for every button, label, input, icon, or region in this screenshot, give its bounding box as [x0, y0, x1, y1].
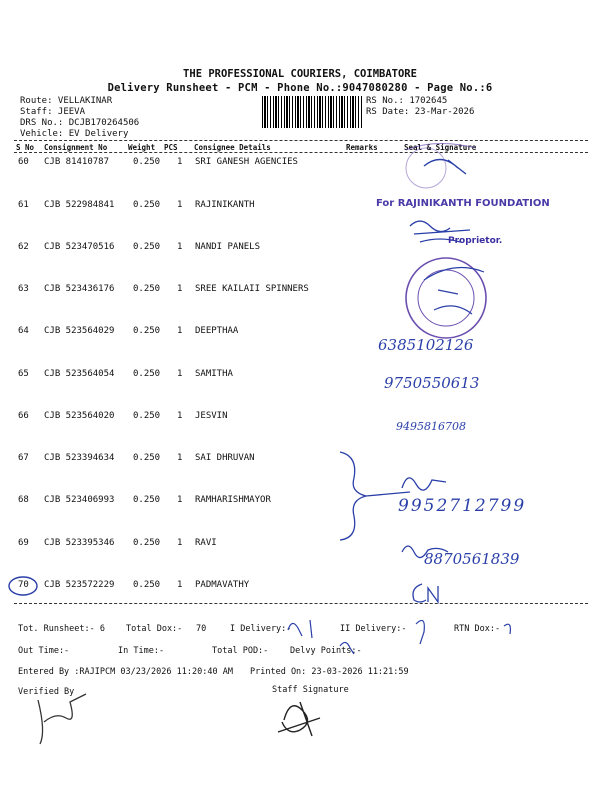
table-row — [0, 453, 600, 467]
totals-handwriting — [280, 610, 520, 660]
row-consignment: CJB 523394634 — [44, 453, 115, 463]
col-sno: S No — [16, 143, 35, 152]
col-consignee: Consignee Details — [194, 143, 271, 152]
row-weight: 0.250 — [133, 157, 161, 167]
row-sno: 60 — [18, 157, 29, 167]
row-consignment: CJB 523470516 — [44, 242, 115, 252]
row-sno: 66 — [18, 411, 29, 421]
row-consignee: SAI DHRUVAN — [195, 453, 255, 463]
staff-signature-label: Staff Signature — [272, 685, 349, 695]
vehicle-label: Vehicle: EV Delivery — [20, 129, 129, 139]
row-weight: 0.250 — [133, 200, 161, 210]
table-bottom-divider — [14, 603, 588, 604]
row-sno: 62 — [18, 242, 29, 252]
barcode — [262, 96, 362, 128]
foundation-stamp: For RAJINIKANTH FOUNDATION — [376, 198, 550, 209]
row-consignee: SAMITHA — [195, 369, 233, 379]
row-pcs: 1 — [177, 284, 183, 294]
row-weight: 0.250 — [133, 411, 161, 421]
verified-by-label: Verified By — [18, 687, 75, 697]
total-runsheet: Tot. Runsheet:- 6 — [18, 624, 105, 634]
row-consignee: RAMHARISHMAYOR — [195, 495, 271, 505]
phone-handwriting-65: 9750550613 — [384, 374, 480, 392]
row-consignment: CJB 523564020 — [44, 411, 115, 421]
row-consignment: CJB 523572229 — [44, 580, 115, 590]
row-consignment: CJB 523564029 — [44, 326, 115, 336]
row-pcs: 1 — [177, 369, 183, 379]
col-pcs: PCS — [164, 143, 178, 152]
total-pod: Total POD:- — [212, 646, 269, 656]
printed-on: Printed On: 23-03-2026 11:21:59 — [250, 667, 409, 677]
in-time: In Time:- — [118, 646, 165, 656]
row-pcs: 1 — [177, 157, 183, 167]
table-row — [0, 411, 600, 425]
i-delivery-label: I Delivery:- — [230, 624, 292, 634]
row-consignee: SRI GANESH AGENCIES — [195, 157, 298, 167]
col-seal: Seal & Signature — [404, 143, 477, 152]
row-weight: 0.250 — [133, 453, 161, 463]
row-pcs: 1 — [177, 242, 183, 252]
rtn-dox-label: RTN Dox:- — [454, 624, 501, 634]
col-remarks: Remarks — [346, 143, 378, 152]
rs-number: RS No.: 1702645 — [366, 96, 448, 106]
row-pcs: 1 — [177, 411, 183, 421]
phone-handwriting-68: 9952712799 — [398, 496, 527, 516]
row-consignee: PADMAVATHY — [195, 580, 250, 590]
total-dox-label: Total Dox:- — [126, 624, 183, 634]
row-consignment: CJB 523436176 — [44, 284, 115, 294]
cn-mark — [406, 578, 446, 608]
staff-signature — [270, 692, 330, 742]
phone-handwriting-64: 6385102126 — [378, 336, 474, 354]
verified-signature — [26, 692, 96, 752]
row-consignee: DEEPTHAA — [195, 326, 239, 336]
row-consignment: CJB 522984841 — [44, 200, 115, 210]
phone-handwriting-70: 8870561839 — [424, 550, 520, 568]
row-pcs: 1 — [177, 200, 183, 210]
row-consignee: RAVI — [195, 538, 217, 548]
row-weight: 0.250 — [133, 284, 161, 294]
row-sno: 70 — [18, 580, 29, 590]
row-consignee: JESVIN — [195, 411, 228, 421]
drs-label: DRS No.: DCJB170264506 — [20, 118, 140, 128]
row-weight: 0.250 — [133, 326, 161, 336]
total-dox-value: 70 — [196, 624, 207, 634]
proprietor-label: Proprietor. — [448, 236, 503, 246]
runsheet-subtitle: Delivery Runsheet - PCM - Phone No.:9047080280 - Page No.:6 — [107, 82, 493, 94]
row-sno: 64 — [18, 326, 29, 336]
col-consignment: Consignment No — [44, 143, 108, 152]
out-time: Out Time:- — [18, 646, 70, 656]
row-consignee: SREE KAILAII SPINNERS — [195, 284, 309, 294]
route-label: Route: VELLAKINAR — [20, 96, 113, 106]
row-sno: 63 — [18, 284, 29, 294]
round-seal-stamp — [394, 250, 514, 350]
row-consignment: CJB 523395346 — [44, 538, 115, 548]
row-weight: 0.250 — [133, 242, 161, 252]
proprietor-signature — [400, 214, 490, 254]
entered-by: Entered By :RAJIPCM 03/23/2026 11:20:40 AM — [18, 667, 233, 677]
row-pcs: 1 — [177, 326, 183, 336]
row-weight: 0.250 — [133, 369, 161, 379]
table-row — [0, 580, 600, 594]
row-consignee: RAJINIKANTH — [195, 200, 255, 210]
row-consignment: CJB 523564054 — [44, 369, 115, 379]
ii-delivery-label: II Delivery:- — [340, 624, 407, 634]
row-pcs: 1 — [177, 538, 183, 548]
col-weight: Weight — [128, 143, 156, 152]
row-consignee: NANDI PANELS — [195, 242, 261, 252]
phone-handwriting-66: 9495816708 — [396, 420, 466, 433]
row-pcs: 1 — [177, 495, 183, 505]
row-sno: 65 — [18, 369, 29, 379]
row-pcs: 1 — [177, 453, 183, 463]
circle-mark — [6, 574, 40, 598]
row-sno: 67 — [18, 453, 29, 463]
row-weight: 0.250 — [133, 538, 161, 548]
row-pcs: 1 — [177, 580, 183, 590]
company-title: THE PROFESSIONAL COURIERS, COIMBATORE — [183, 68, 417, 80]
staff-label: Staff: JEEVA — [20, 107, 86, 117]
row-sno: 68 — [18, 495, 29, 505]
row-consignment: CJB 81410787 — [44, 157, 110, 167]
row-sno: 69 — [18, 538, 29, 548]
delivery-signature-68 — [396, 466, 456, 496]
row-weight: 0.250 — [133, 580, 161, 590]
table-row — [0, 369, 600, 383]
row-consignment: CJB 523406993 — [44, 495, 115, 505]
row-weight: 0.250 — [133, 495, 161, 505]
row-sno: 61 — [18, 200, 29, 210]
rs-date: RS Date: 23-Mar-2026 — [366, 107, 475, 117]
delvy-points: Delvy Points:- — [290, 646, 362, 656]
